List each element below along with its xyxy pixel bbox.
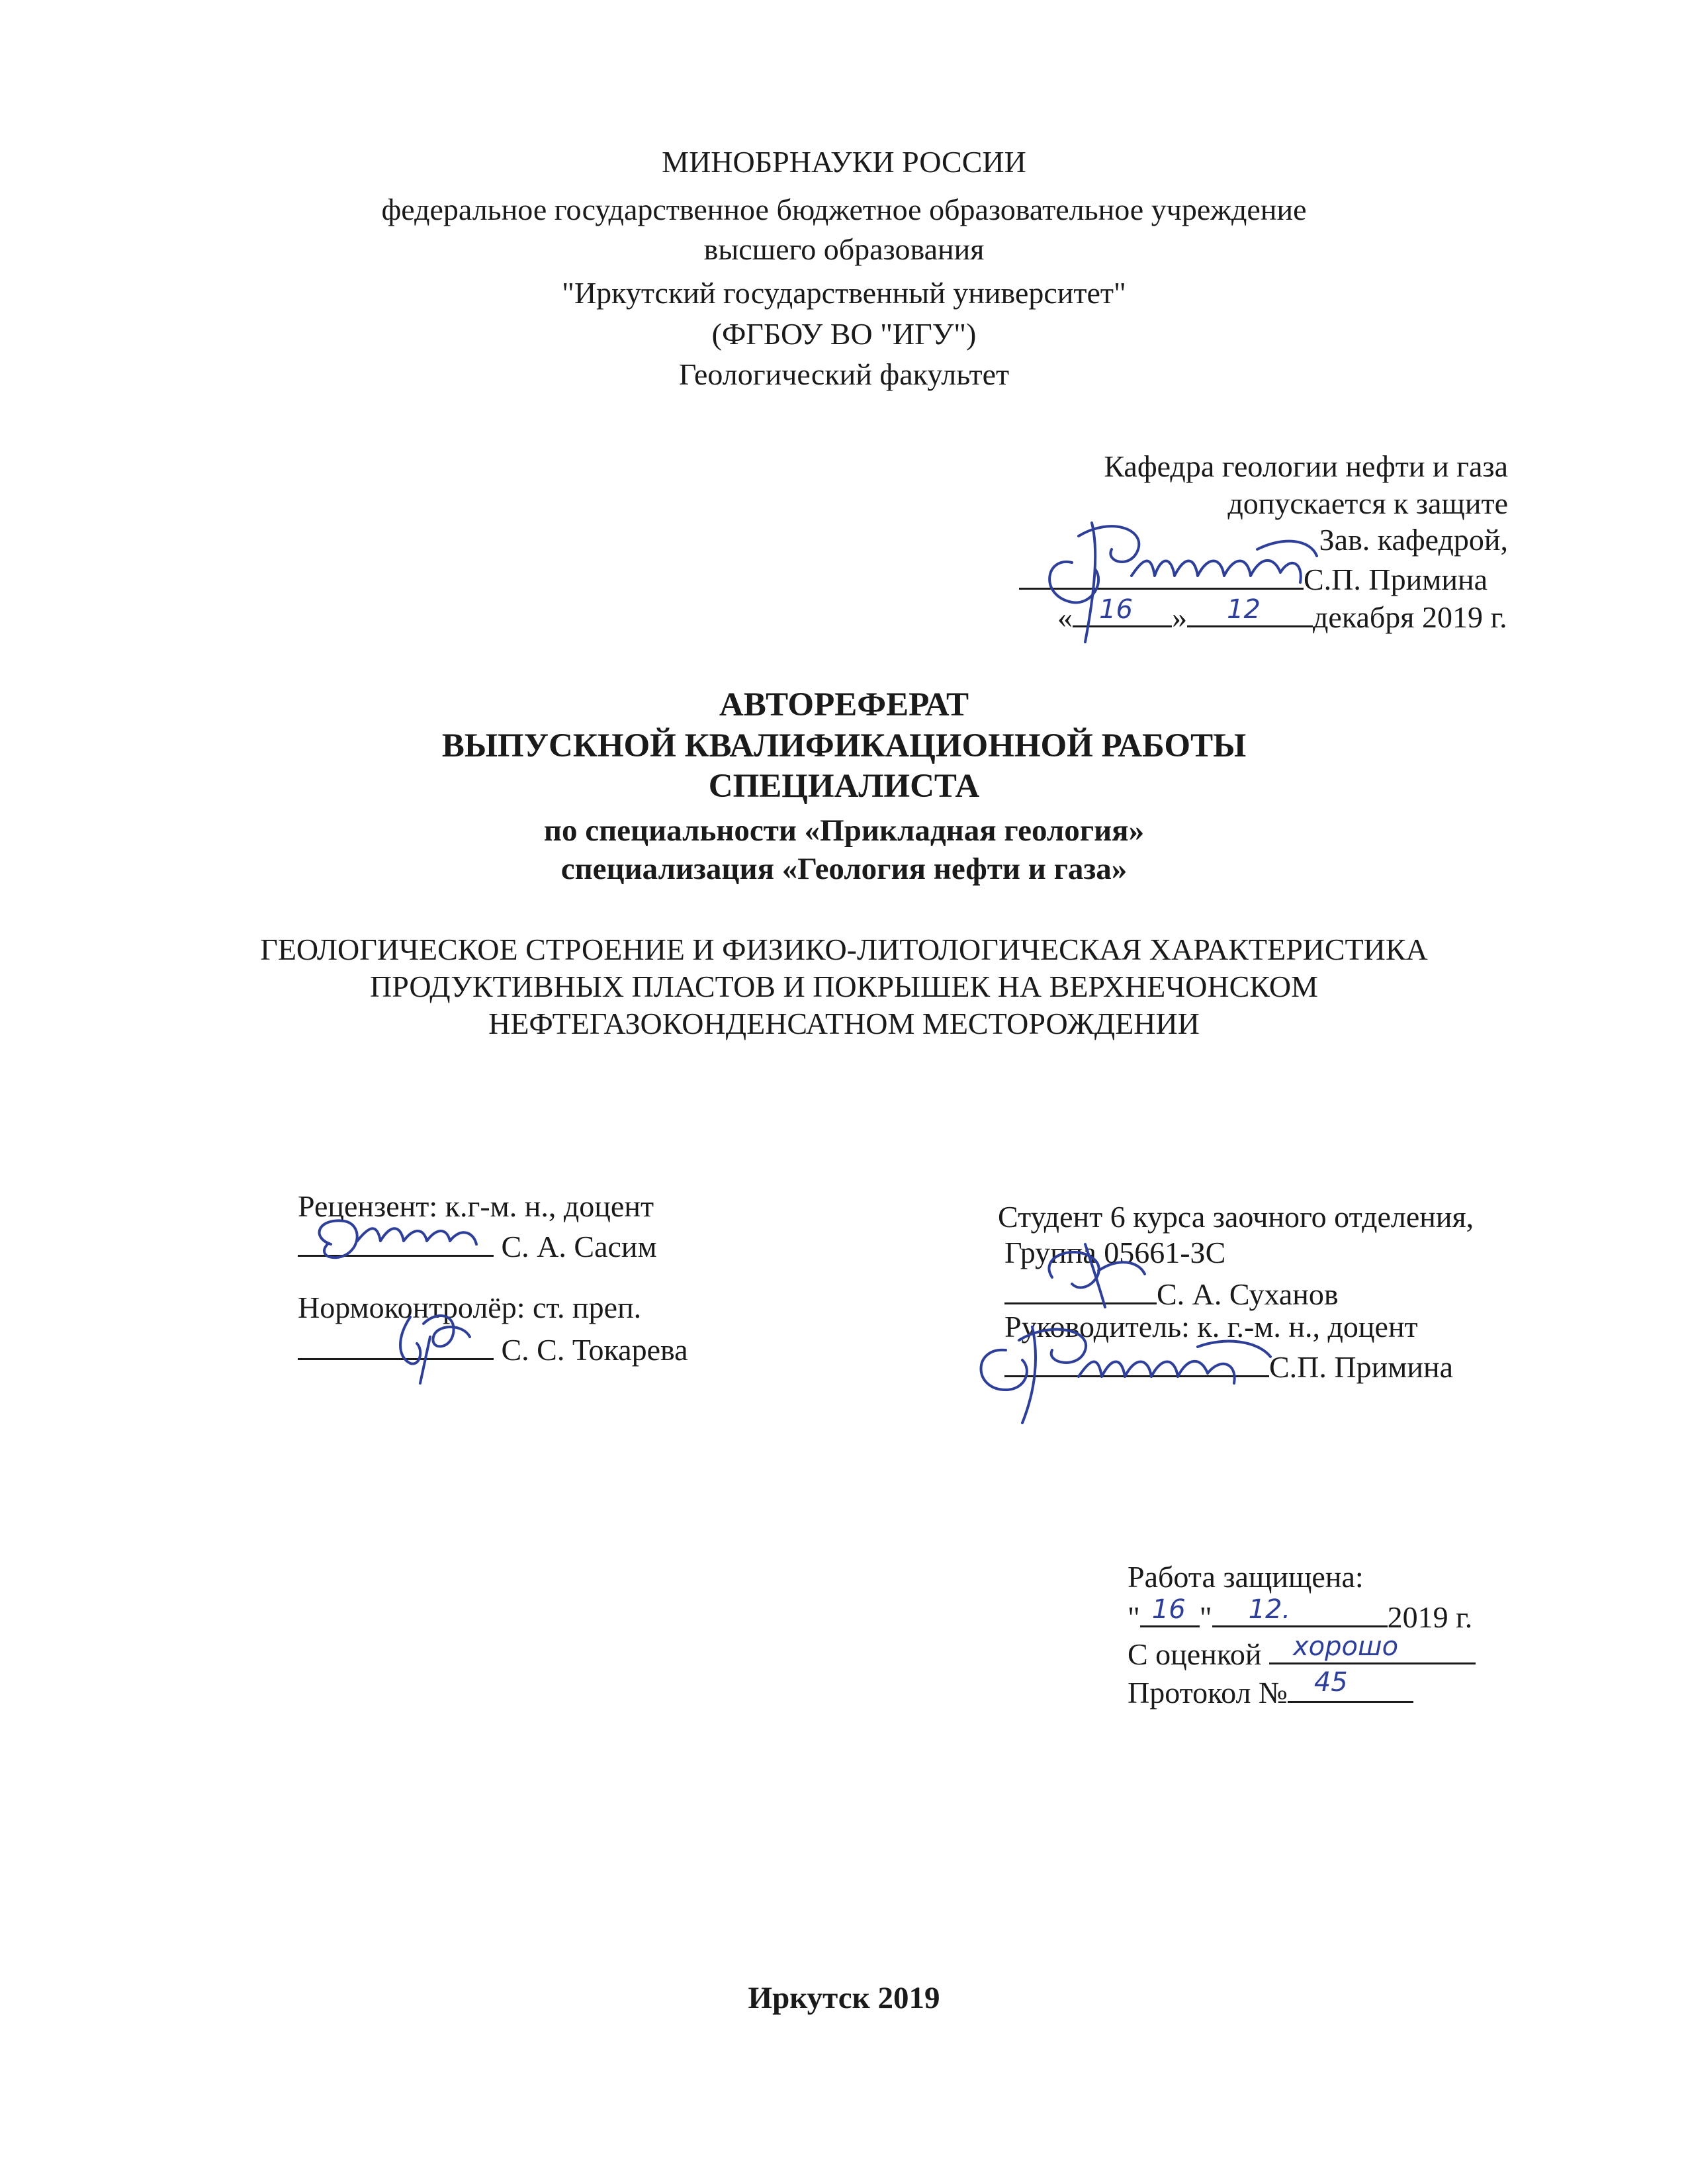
date-suffix: декабря 2019 г. — [1313, 600, 1507, 634]
reviewer-label: Рецензент: к.г-м. н., доцент — [298, 1189, 654, 1223]
normcontrol-name: С. С. Токарева — [501, 1333, 688, 1367]
defense-day-handwritten: 16 — [1151, 1594, 1186, 1625]
date-day-handwritten: 16 — [1099, 594, 1133, 625]
ministry-line: МИНОБРНАУКИ РОССИИ — [662, 145, 1026, 179]
normcontrol-signature-line — [298, 1332, 688, 1365]
protocol-label: Протокол № — [1128, 1676, 1288, 1709]
supervisor-name: С.П. Примина — [1269, 1350, 1453, 1384]
defense-year: 2019 г. — [1387, 1600, 1473, 1634]
topic-line-3: НЕФТЕГАЗОКОНДЕНСАТНОМ МЕСТОРОЖДЕНИИ — [488, 1007, 1200, 1040]
normcontrol-label: Нормоконтролёр: ст. преп. — [298, 1291, 642, 1324]
head-signature-icon — [1032, 510, 1323, 649]
admitted-line: допускается к защите — [1227, 486, 1508, 520]
topic-line-2: ПРОДУКТИВНЫХ ПЛАСТОВ И ПОКРЫШЕК НА ВЕРХНЕЧОНСКОМ — [370, 970, 1318, 1003]
supervisor-signature-icon — [959, 1317, 1304, 1430]
protocol-handwritten: 45 — [1313, 1667, 1348, 1698]
university-name-line: "Иркутский государственный университет" — [562, 276, 1126, 310]
defense-close-quote: " — [1199, 1600, 1212, 1634]
city-year: Иркутск 2019 — [748, 1981, 940, 2015]
reviewer-signature-icon — [304, 1205, 503, 1271]
doc-type-title: АВТОРЕФЕРАТ — [719, 686, 969, 723]
defense-label: Работа защищена: — [1128, 1560, 1364, 1594]
education-level-line: высшего образования — [703, 232, 985, 266]
defense-month-handwritten: 12. — [1248, 1594, 1291, 1625]
institution-type-line: федеральное государственное бюджетное образовательное учреждение — [381, 193, 1307, 226]
student-name: С. А. Суханов — [1157, 1277, 1339, 1311]
work-type-title: ВЫПУСКНОЙ КВАЛИФИКАЦИОННОЙ РАБОТЫ — [441, 727, 1247, 764]
degree-title: СПЕЦИАЛИСТА — [708, 768, 980, 805]
reviewer-name: С. А. Сасим — [501, 1230, 657, 1263]
university-abbr-line: (ФГБОУ ВО "ИГУ") — [711, 317, 977, 351]
grade-handwritten: хорошо — [1292, 1631, 1399, 1662]
date-month-handwritten: 12 — [1227, 594, 1261, 625]
faculty-line: Геологический факультет — [678, 357, 1010, 391]
date-close-quote: » — [1172, 600, 1187, 634]
student-group: Группа 05661-ЗС — [1004, 1236, 1226, 1269]
protocol-line — [1128, 1667, 1413, 1709]
defense-date-line — [1128, 1594, 1473, 1634]
specialization-line: специализация «Геология нефти и газа» — [560, 852, 1128, 886]
head-title-line: Зав. кафедрой, — [1319, 523, 1508, 557]
defense-open-quote: " — [1128, 1600, 1140, 1634]
grade-line — [1128, 1631, 1476, 1671]
student-label: Студент 6 курса заочного отделения, — [998, 1200, 1474, 1234]
date-open-quote: « — [1057, 600, 1073, 634]
grade-label: С оценкой — [1128, 1637, 1262, 1671]
normcontrol-signature-icon — [384, 1297, 490, 1390]
department-line: Кафедра геологии нефти и газа — [1104, 449, 1508, 483]
specialty-line: по специальности «Прикладная геология» — [543, 813, 1145, 848]
student-signature-icon — [1032, 1231, 1165, 1317]
supervisor-label: Руководитель: к. г.-м. н., доцент — [1004, 1310, 1418, 1343]
topic-line-1: ГЕОЛОГИЧЕСКОЕ СТРОЕНИЕ И ФИЗИКО-ЛИТОЛОГИЧЕСКАЯ ХАРАКТЕРИСТИКА — [260, 933, 1428, 966]
head-name: С.П. Примина — [1304, 563, 1488, 596]
